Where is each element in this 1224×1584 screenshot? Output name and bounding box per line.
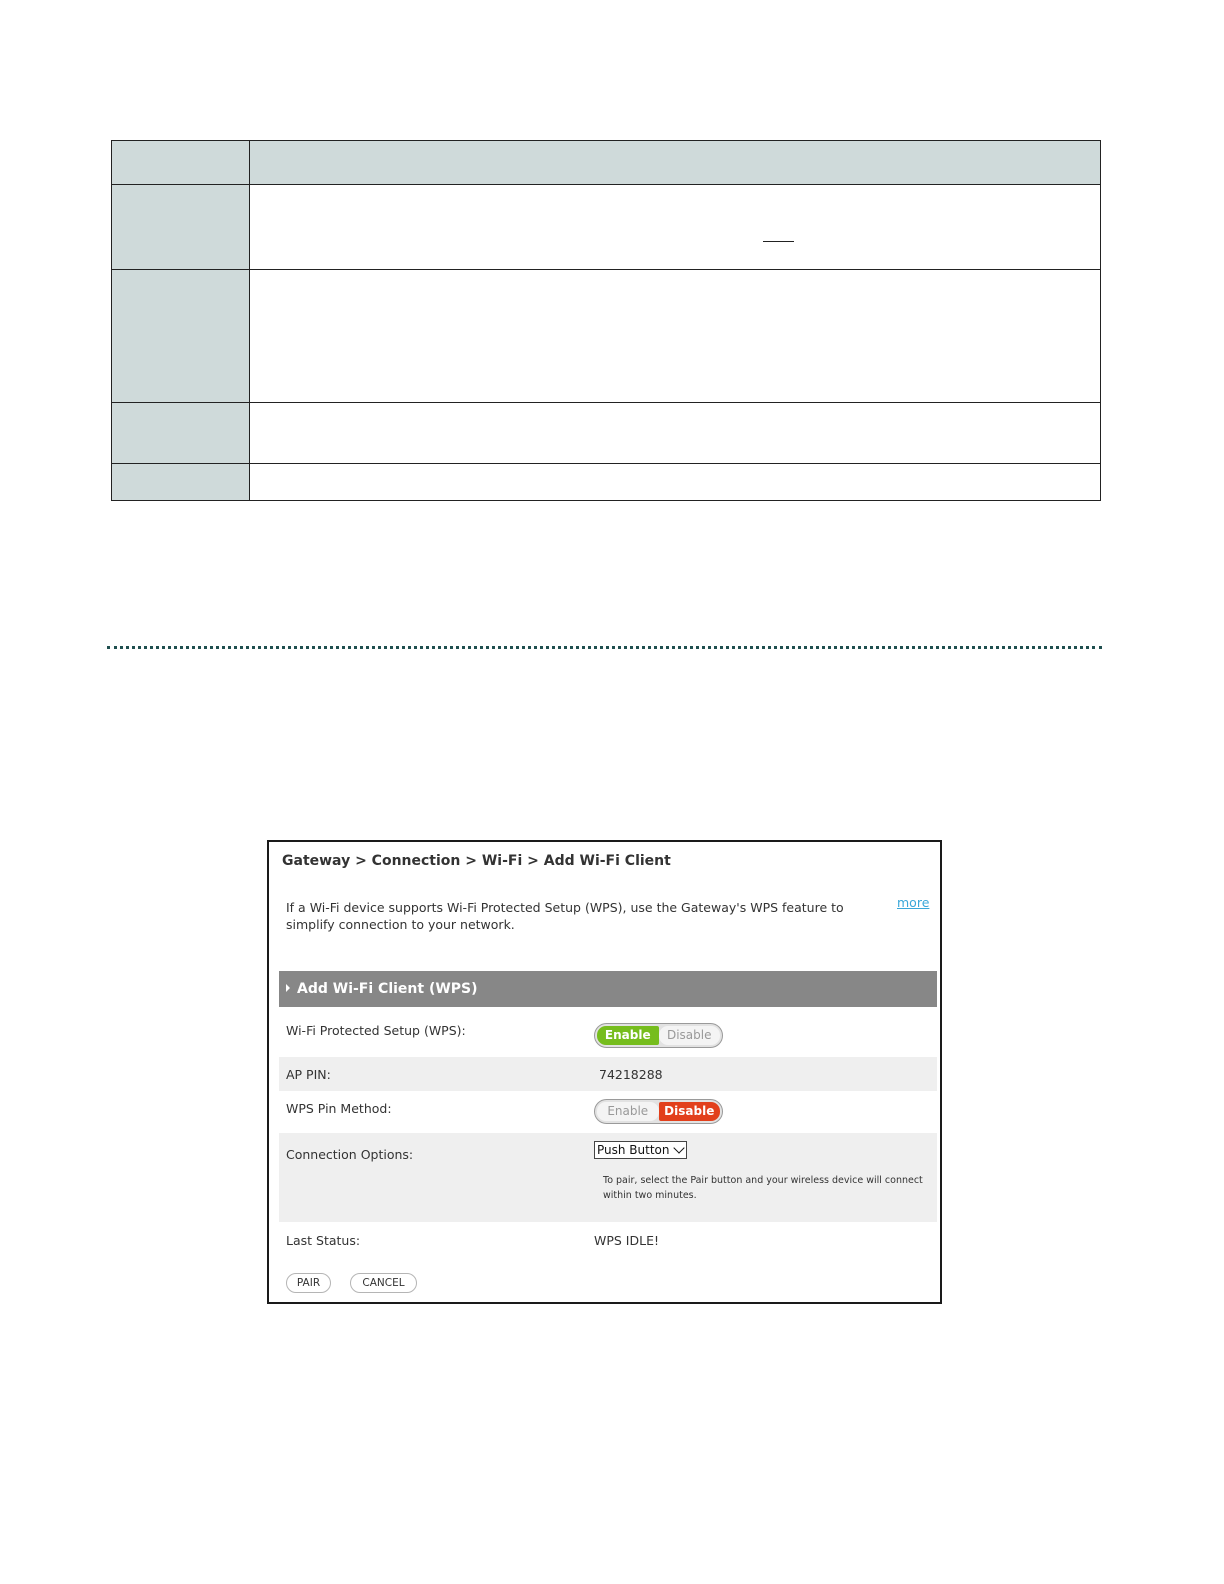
last-status-value: WPS IDLE! [594,1233,659,1248]
table-header-row [112,141,1101,185]
connection-options-selected: Push Button [597,1143,670,1157]
wps-enable-option[interactable]: Enable [597,1026,659,1045]
wps-row [279,1007,937,1057]
wps-pin-enable-option[interactable]: Enable [597,1102,659,1121]
section-title: Add Wi-Fi Client (WPS) [297,981,478,997]
ap-pin-row [279,1057,937,1091]
breadcrumb: Gateway > Connection > Wi-Fi > Add Wi-Fi Client [282,853,671,869]
table-label-cell [112,464,250,501]
connection-options-label: Connection Options: [286,1147,414,1162]
wps-pin-method-toggle[interactable] [594,1099,723,1124]
connection-options-row [279,1133,937,1222]
chevron-down-icon [673,1142,684,1153]
table-label-cell [112,403,250,464]
wps-pin-disable-option[interactable]: Disable [659,1102,721,1121]
wps-disable-option[interactable]: Disable [659,1026,721,1045]
table-value-cell [250,270,1101,403]
table-value-cell [250,185,1101,270]
wps-pin-method-row [279,1091,937,1133]
connection-options-hint: To pair, select the Pair button and your wireless device will connect within two minutes. [603,1175,923,1201]
last-status-row [279,1222,937,1262]
table-header-cell [250,141,1101,185]
table-label-cell [112,185,250,270]
last-status-label: Last Status: [286,1233,361,1248]
wps-pin-method-label: WPS Pin Method: [286,1101,392,1116]
table-row [112,270,1101,403]
expand-arrow-icon [286,984,290,992]
table-value-cell [250,464,1101,501]
ap-pin-value: 74218288 [599,1067,663,1082]
document-table [111,140,1101,501]
connection-options-select[interactable] [594,1141,687,1159]
table-header-cell [112,141,250,185]
ap-pin-label: AP PIN: [286,1067,331,1082]
section-divider [107,646,1102,649]
underline-mark [763,241,794,242]
cancel-button[interactable]: CANCEL [350,1273,417,1293]
add-wifi-client-panel [267,840,942,1304]
table-value-cell [250,403,1101,464]
more-link[interactable]: more [897,895,930,910]
pair-button[interactable]: PAIR [286,1273,331,1293]
wps-toggle[interactable] [594,1023,723,1048]
table-row [112,464,1101,501]
intro-text: If a Wi-Fi device supports Wi-Fi Protected Setup (WPS), use the Gateway's WPS feature to simplify connection to your network. [286,900,844,932]
wps-label: Wi-Fi Protected Setup (WPS): [286,1023,466,1038]
table-row [112,185,1101,270]
table-row [112,403,1101,464]
table-label-cell [112,270,250,403]
section-header[interactable] [279,971,937,1007]
